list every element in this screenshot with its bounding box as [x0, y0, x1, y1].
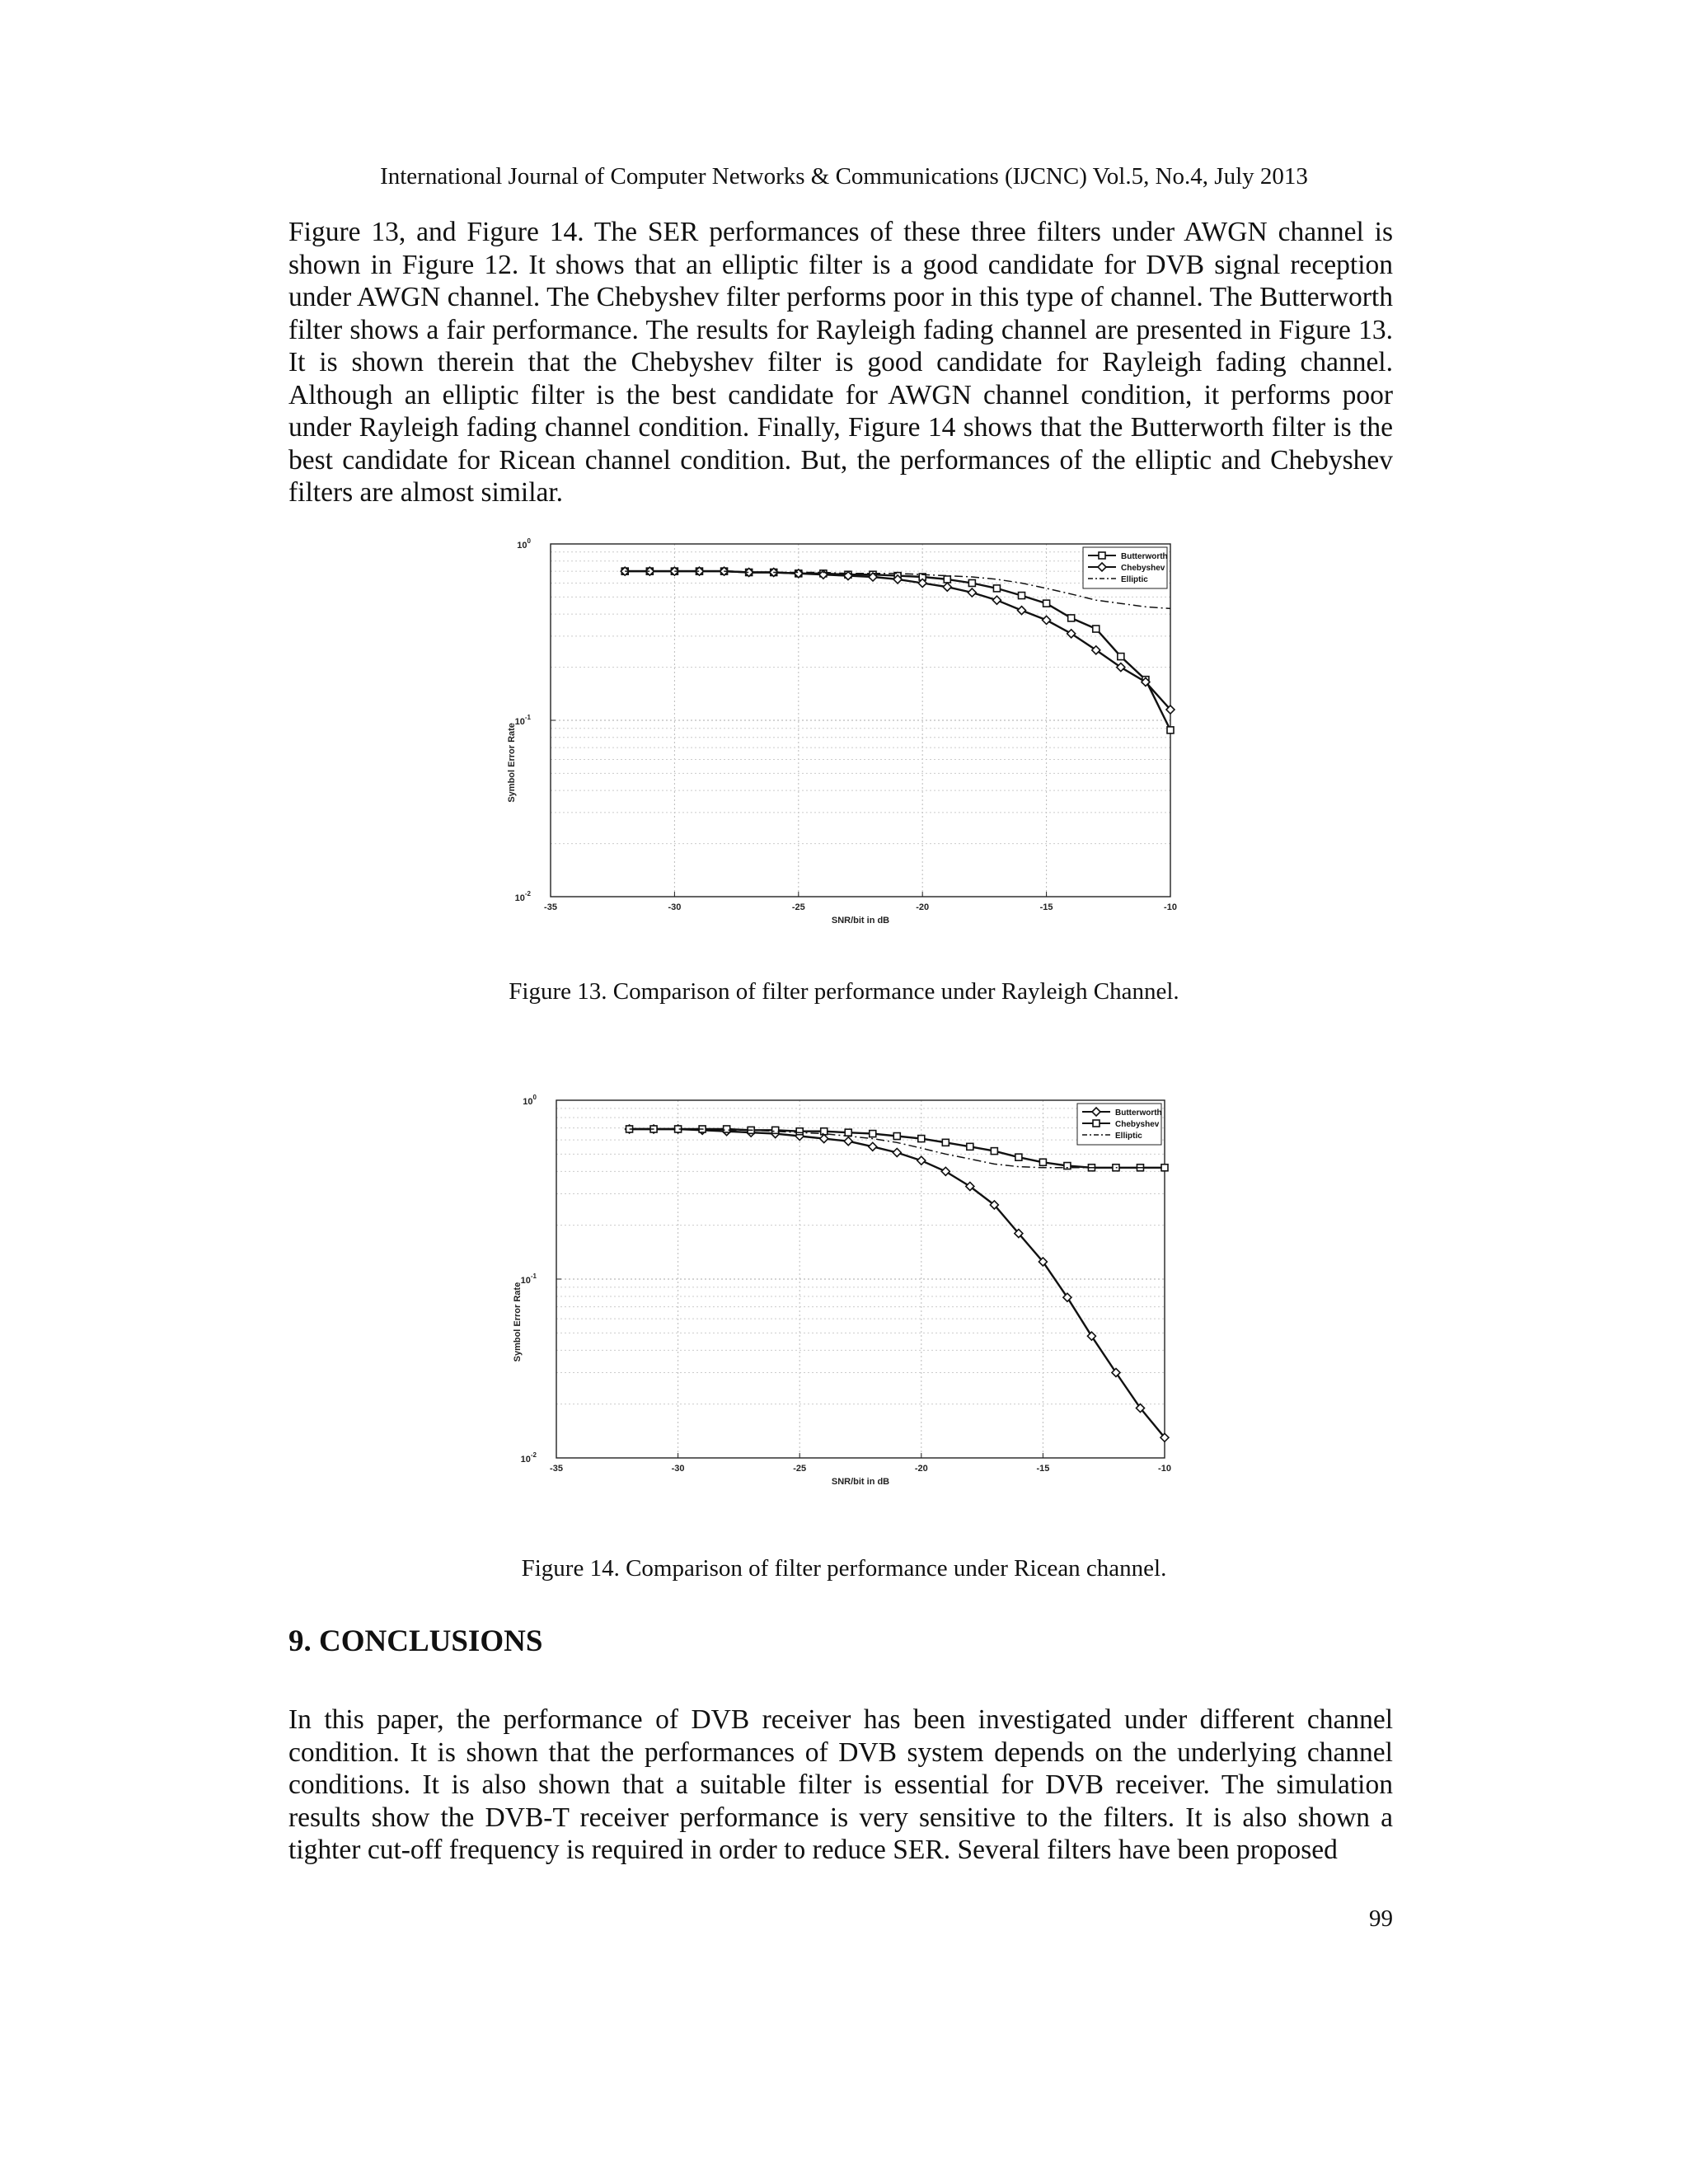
data-point-chebyshev	[796, 1128, 803, 1135]
legend-label-elliptic: Elliptic	[1115, 1132, 1142, 1141]
data-point-chebyshev	[1161, 1165, 1168, 1171]
data-point-butterworth	[893, 1148, 901, 1156]
x-tick-label: -35	[550, 1464, 563, 1474]
chart-legend	[1083, 547, 1168, 588]
chart-grid	[556, 1100, 1165, 1458]
data-point-chebyshev	[772, 1127, 779, 1133]
series-butterworth	[626, 1125, 1169, 1441]
legend-label-elliptic: Elliptic	[1121, 575, 1148, 584]
data-point-chebyshev	[1043, 616, 1051, 624]
data-point-butterworth	[869, 1142, 877, 1151]
y-axis-label: Symbol Error Rate	[513, 1282, 523, 1362]
data-point-chebyshev	[724, 1126, 730, 1132]
data-point-chebyshev	[821, 1128, 828, 1135]
data-point-butterworth	[968, 579, 975, 586]
x-tick-label: -20	[916, 902, 930, 912]
data-point-butterworth	[917, 1156, 926, 1165]
x-tick-label: -15	[1039, 902, 1053, 912]
x-tick-label: -20	[914, 1464, 928, 1474]
data-point-chebyshev	[893, 1133, 900, 1140]
body-paragraph-1: Figure 13, and Figure 14. The SER performances of these three filters under AWGN channel is shown in Figure 12. It shows that an elliptic filter is a good candidate for DVB signal reception under AWGN channel. The Chebyshev filter performs poor in this type of channel. The Butterworth filter shows a fair performance. The results for Rayleigh fading channel are presented in Figure 13. It is shown therein that the Chebyshev filter is good candidate for Rayleigh fading channel. Although an elliptic filter is the best candidate for AWGN channel condition, it performs poor under Rayleigh fading channel condition. Finally, Figure 14 shows that the Butterworth filter is the best candidate for Ricean channel condition. But, the performances of the elliptic and Chebyshev filters are almost similar.	[288, 217, 1393, 508]
data-point-chebyshev	[1039, 1159, 1046, 1165]
y-tick-label: $10^{-1}$	[514, 714, 531, 727]
data-point-chebyshev	[943, 583, 951, 591]
data-point-chebyshev	[1018, 607, 1026, 615]
data-point-chebyshev	[1015, 1154, 1022, 1160]
data-point-butterworth	[1043, 600, 1050, 607]
x-tick-label: -15	[1036, 1464, 1050, 1474]
data-point-butterworth	[1118, 654, 1124, 660]
section-heading-conclusions	[288, 1624, 542, 1660]
data-point-butterworth	[1167, 727, 1174, 733]
data-point-chebyshev	[918, 1136, 925, 1142]
journal-header: International Journal of Computer Networks & Communications (IJCNC) Vol.5, No.4, July 2013	[380, 163, 1308, 190]
y-tick-label: $10^{-1}$	[520, 1272, 537, 1286]
series-butterworth	[621, 568, 1174, 733]
series-line-butterworth	[625, 571, 1170, 730]
y-tick-label: $10^0$	[523, 1094, 537, 1107]
legend-marker-chebyshev	[1093, 1120, 1100, 1127]
figure-14-caption: Figure 14. Comparison of filter performance under Ricean channel.	[521, 1555, 1167, 1582]
data-point-butterworth	[820, 1135, 828, 1143]
y-tick-label: $10^{-2}$	[520, 1451, 537, 1465]
data-point-chebyshev	[967, 1143, 973, 1150]
x-tick-label: -10	[1164, 902, 1177, 912]
data-point-butterworth	[944, 576, 950, 583]
data-point-butterworth	[1093, 626, 1100, 632]
legend-label-chebyshev: Chebyshev	[1121, 564, 1165, 573]
figure-13	[503, 536, 1179, 931]
data-point-chebyshev	[968, 588, 976, 597]
data-point-butterworth	[1068, 615, 1075, 621]
data-point-chebyshev	[942, 1139, 949, 1146]
data-point-chebyshev	[992, 596, 1001, 604]
y-axis-label: Symbol Error Rate	[507, 723, 517, 803]
data-point-chebyshev	[845, 1129, 851, 1136]
x-axis-label: SNR/bit in dB	[831, 916, 890, 926]
x-tick-label: -35	[544, 902, 557, 912]
legend-label-butterworth: Butterworth	[1121, 552, 1168, 561]
x-tick-label: -25	[793, 1464, 807, 1474]
chart-grid	[551, 544, 1170, 897]
x-tick-label: -30	[668, 902, 682, 912]
data-point-butterworth	[993, 585, 1000, 592]
legend-label-butterworth: Butterworth	[1115, 1108, 1162, 1118]
series-chebyshev	[621, 567, 1175, 714]
chart-legend	[1077, 1104, 1162, 1145]
figure-13-caption: Figure 13. Comparison of filter performance under Rayleigh Channel.	[509, 978, 1179, 1005]
data-point-chebyshev	[870, 1131, 876, 1137]
figure-14	[507, 1092, 1175, 1496]
series-line-butterworth	[630, 1129, 1165, 1437]
x-tick-label: -25	[791, 902, 805, 912]
section-title-initial: C	[319, 1624, 341, 1658]
figure-13-chart	[503, 536, 1179, 931]
page-number: 99	[1369, 1905, 1393, 1932]
x-tick-label: -30	[671, 1464, 685, 1474]
series-line-chebyshev	[625, 571, 1170, 710]
legend-label-chebyshev: Chebyshev	[1115, 1120, 1160, 1129]
y-tick-label: $10^0$	[517, 537, 531, 551]
figure-14-chart	[507, 1092, 1175, 1496]
x-axis-label: SNR/bit in dB	[831, 1477, 890, 1487]
legend-marker-butterworth	[1099, 552, 1105, 559]
data-point-chebyshev	[991, 1148, 997, 1155]
y-tick-label: $10^{-2}$	[514, 890, 531, 903]
x-tick-label: -10	[1158, 1464, 1171, 1474]
data-point-butterworth	[844, 1137, 852, 1146]
section-title-rest: ONCLUSIONS	[340, 1624, 543, 1658]
section-number: 9.	[288, 1624, 312, 1658]
body-paragraph-2: In this paper, the performance of DVB receiver has been investigated under different channel condition. It is shown that the performances of DVB system depends on the underlying channel conditions. It is also shown that a suitable filter is essential for DVB receiver. The simulation results show the DVB-T receiver performance is very sensitive to the filters. It is also shown a tighter cut-off frequency is required in order to reduce SER. Several filters have been proposed	[288, 1704, 1393, 1865]
data-point-butterworth	[1019, 593, 1025, 599]
